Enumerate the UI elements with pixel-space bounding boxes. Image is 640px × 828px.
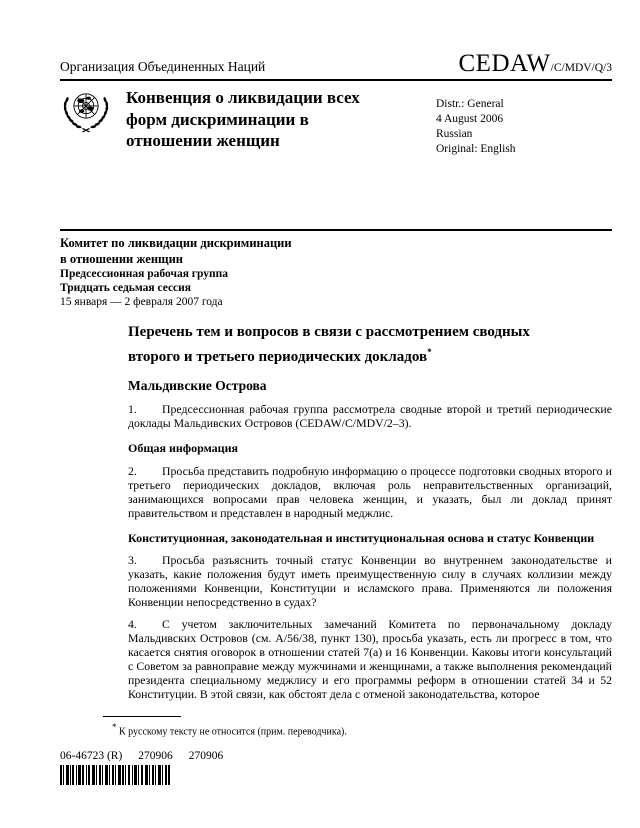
page-title (128, 323, 572, 367)
session-title: Тридцать седьмая сессия (60, 282, 191, 294)
page-header (60, 50, 612, 81)
section-heading-constitutional: Конституционная, законодательная и институциональная основа и статус Конвенции (128, 530, 595, 545)
title-footnote-marker: * (427, 346, 432, 357)
working-group: Предсессионная рабочая группа (60, 268, 229, 280)
paragraph-number: 3. (128, 553, 137, 567)
distribution-block (436, 97, 612, 157)
footer-code-1: 270906 (138, 750, 173, 763)
document-id-line (60, 750, 612, 763)
committee-name-line2: в отношении женщин (60, 251, 183, 266)
session-dates: 15 января — 2 февраля 2007 года (60, 296, 223, 308)
paragraph-1 (128, 402, 612, 430)
paragraph-text: С учетом заключительных замечаний Комитета по первоначальному докладу Мальдивских Островов (см. A/56/38, пункт 130), просьба указать, есть ли прогресс в том, что касается снятия оговорок в отношении статей 7(a) и 16 Конвенции. Каковы итоги консультаций с Советом за равноправие между мужчинами и женщинами, а также выполнения рекомендаций президента специальному меджлису и его программы реформ в отношении статей 34 и 52 Конституции. В этой связи, как обстоят дела с отменой законодательства, которое (128, 617, 612, 701)
masthead (60, 87, 612, 157)
un-emblem-icon (60, 87, 112, 137)
job-number: 06-46723 (R) (60, 750, 123, 763)
organization-name: Организация Объединенных Наций (60, 59, 266, 74)
barcode (60, 765, 170, 785)
paragraph-number: 4. (128, 617, 137, 631)
document-symbol-main: CEDAW (458, 50, 551, 77)
distr-line: Distr.: General (436, 98, 504, 110)
paragraph-text: Предсессионная рабочая группа рассмотрела сводные второй и третий периодические доклады Мальдивских Островов (CEDAW/C/MDV/2–3). (128, 402, 612, 430)
body-column (128, 323, 612, 701)
paragraph-3 (128, 553, 612, 609)
committee-name-line1: Комитет по ликвидации дискриминации (60, 236, 292, 250)
committee-block (60, 236, 612, 309)
paragraph-4 (128, 617, 612, 701)
paragraph-number: 1. (128, 402, 137, 416)
footnote-text: К русскому тексту не относится (прим. переводчика). (119, 726, 347, 738)
date-line: 4 August 2006 (436, 113, 504, 125)
footnote (112, 721, 612, 738)
footnote-separator (103, 716, 181, 717)
section-heading-general: Общая информация (128, 441, 238, 455)
document-symbol (458, 50, 613, 77)
document-symbol-suffix: /C/MDV/Q/3 (550, 62, 612, 74)
original-language-line: Original: English (436, 143, 516, 155)
footnote-marker: * (112, 722, 117, 732)
paragraph-2 (128, 464, 612, 520)
convention-title: Конвенция о ликвидации всех форм дискриминации в отношении женщин (126, 88, 360, 150)
country-heading: Мальдивские Острова (128, 378, 267, 393)
language-line: Russian (436, 128, 473, 140)
paragraph-number: 2. (128, 463, 137, 478)
section-divider (60, 229, 612, 231)
paragraph-text: Просьба разъяснить точный статус Конвенции во внутреннем законодательстве и указать, какие положения будут иметь преимущественную силу в случаях коллизии между положениями Конвенции, Конституции и исламского права. Применяются ли положения Конвенции непосредственно в судах? (128, 553, 612, 609)
paragraph-text: Просьба представить подробную информацию о процессе подготовки сводных второго и третьего периодических докладов, включая роль неправительственных организаций, занимающихся вопросами прав человека женщин, и указать, был ли доклад принят правительством и представлен в народный меджлис. (128, 463, 612, 520)
page-title-text: Перечень тем и вопросов в связи с рассмотрением сводных второго и третьего периодических докладов (128, 324, 530, 365)
footer-code-2: 270906 (188, 750, 224, 763)
